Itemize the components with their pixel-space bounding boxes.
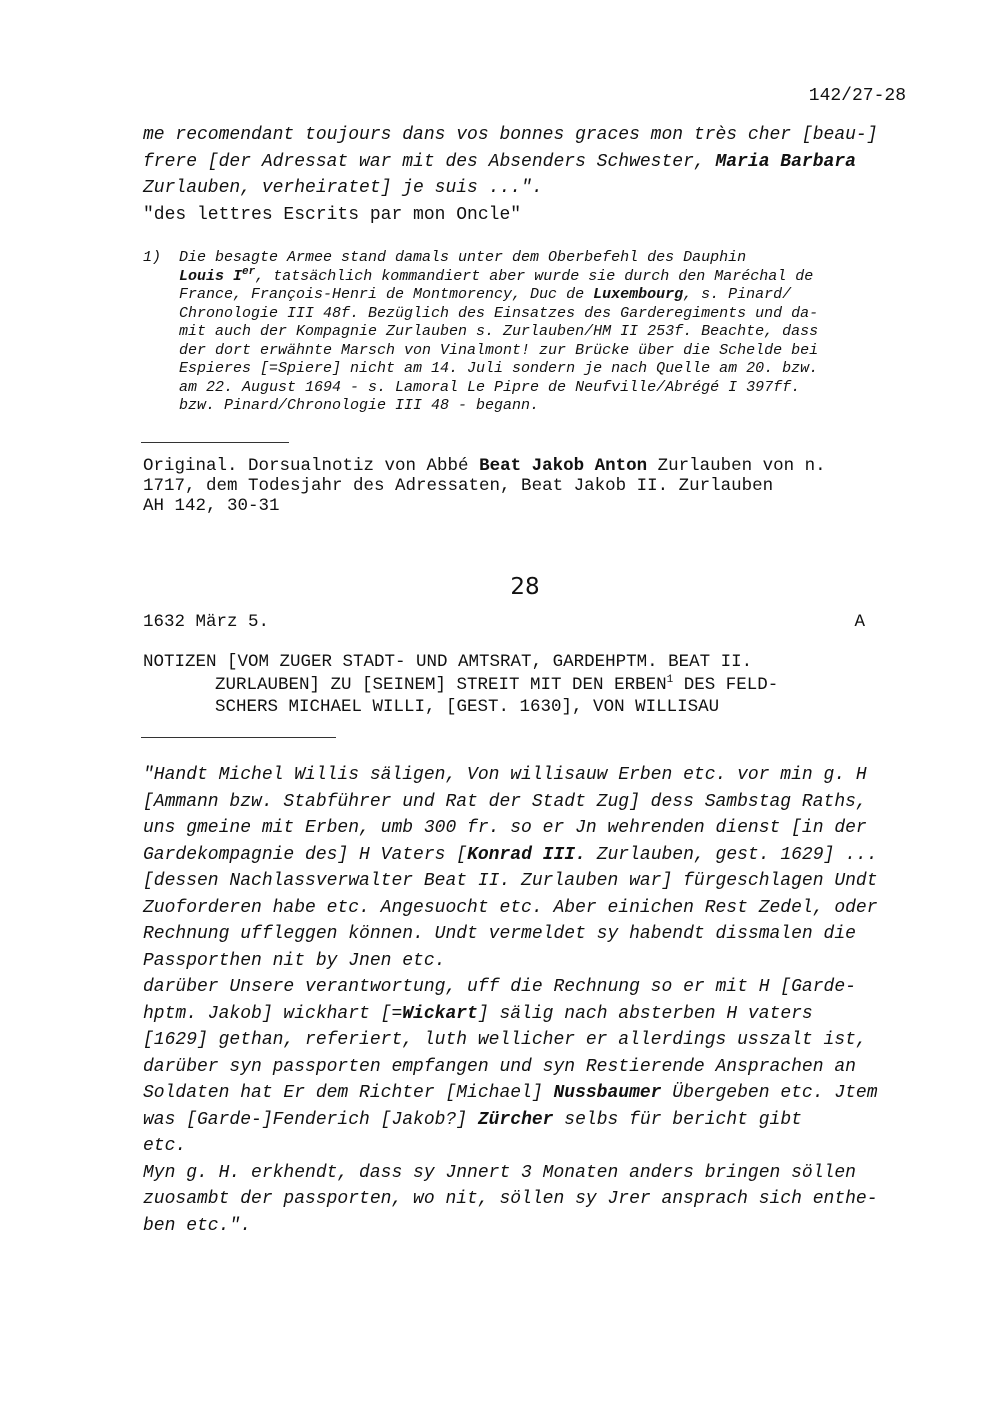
footnote-line: Louis Ier, tatsächlich kommandiert aber wurde sie durch den Maréchal de bbox=[179, 265, 814, 285]
source-line: 1717, dem Todesjahr des Adressaten, Beat Jakob II. Zurlauben bbox=[143, 476, 774, 496]
body-line: "Handt Michel Willis säligen, Von willisauw Erben etc. vor min g. H bbox=[143, 765, 867, 785]
body-line: was [Garde-]Fenderich [Jakob?] Zürcher selbs für bericht gibt bbox=[143, 1109, 802, 1130]
body-line: uns gmeine mit Erben, umb 300 fr. so er Jn wehrenden dienst [in der bbox=[143, 818, 867, 838]
footnote-number: 1) bbox=[143, 249, 162, 266]
footnote-line: France, François-Henri de Montmorency, Duc de Luxembourg, s. Pinard/ bbox=[179, 286, 792, 303]
person-name: Wickart bbox=[402, 1003, 478, 1024]
body-line: darüber syn passporten empfangen und syn Restierende Ansprachen an bbox=[143, 1056, 856, 1077]
footnote-line: bzw. Pinard/Chronologie III 48 - begann. bbox=[179, 397, 540, 414]
body-line: Myn g. H. erkhendt, dass sy Jnnert 3 Monaten anders bringen söllen bbox=[143, 1162, 856, 1183]
person-name: Beat Jakob Anton bbox=[479, 456, 648, 476]
body-line: [dessen Nachlassverwalter Beat II. Zurlauben war] fürgeschlagen Undt bbox=[143, 871, 878, 891]
body-line: Rechnung uffleggen können. Undt vermeldet sy habendt dissmalen die bbox=[143, 924, 856, 944]
body-line: Passporthen nit by Jnen etc. bbox=[143, 950, 446, 971]
document-number: 28 bbox=[510, 574, 540, 600]
heading-line: ZURLAUBEN] ZU [SEINEM] STREIT MIT DEN ERBEN$^1$ DES FELD- bbox=[215, 673, 779, 695]
body-line: Soldaten hat Er dem Richter [Michael] Nussbaumer Übergeben etc. Jtem bbox=[143, 1083, 878, 1103]
footnote-line: Espieres [=Spiere] nicht am 14. Juli sondern je nach Quelle am 20. bzw. bbox=[179, 360, 819, 377]
footnote-line: am 22. August 1694 - s. Lamoral Le Pipre de Neufville/Abrégé I 397ff. bbox=[179, 378, 801, 396]
body-line: hptm. Jakob] wickhart [=Wickart] sälig nach absterben H vaters bbox=[143, 1003, 813, 1024]
body-line: Zuoforderen habe etc. Angesuocht etc. Aber einichen Rest Zedel, oder bbox=[143, 897, 878, 918]
footnote-line: Die besagte Armee stand damals unter dem Oberbefehl des Dauphin bbox=[179, 249, 747, 266]
document-type: A bbox=[854, 612, 865, 632]
person-name: Konrad III. bbox=[467, 844, 586, 865]
person-name: Maria Barbara bbox=[715, 151, 856, 172]
person-name: Louis Ier bbox=[179, 265, 256, 285]
body-line: darüber Unsere verantwortung, uff die Rechnung so er mit H [Garde- bbox=[143, 977, 856, 997]
place-name: Luxembourg bbox=[593, 286, 684, 303]
document-heading bbox=[143, 651, 923, 719]
source-line: Original. Dorsualnotiz von Abbé Beat Jakob Anton Zurlauben von n. bbox=[143, 456, 826, 476]
archive-reference: AH 142, 30-31 bbox=[143, 496, 280, 516]
text-line: frere [der Adressat war mit des Absenders Schwester, Maria Barbara bbox=[143, 151, 856, 172]
page-reference: 142/27-28 bbox=[808, 86, 906, 106]
separator-rule bbox=[141, 737, 336, 738]
document-date: 1632 März 5. bbox=[143, 612, 270, 632]
body-line: Gardekompagnie des] H Vaters [Konrad III. Zurlauben, gest. 1629] ... bbox=[143, 844, 878, 865]
person-name: Nussbaumer bbox=[553, 1083, 662, 1103]
source-note bbox=[143, 456, 943, 516]
letter-continuation bbox=[143, 122, 913, 228]
text-line: me recomendant toujours dans vos bonnes graces mon très cher [beau-] bbox=[143, 125, 878, 145]
person-name: Zürcher bbox=[477, 1109, 554, 1130]
footnote-line: mit auch der Kompagnie Zurlauben s. Zurlauben/HM II 253f. Beachte, dass bbox=[179, 323, 819, 340]
body-line: [1629] gethan, referiert, luth wellicher er allerdings usszalt ist, bbox=[143, 1030, 867, 1050]
separator-rule bbox=[141, 442, 289, 443]
date-line bbox=[143, 612, 865, 632]
document-body bbox=[143, 762, 923, 1239]
body-line: etc. bbox=[143, 1136, 187, 1156]
footnote-line: Chronologie III 48f. Bezüglich des Einsatzes des Garderegiments und da- bbox=[179, 304, 819, 322]
footnote-line: der dort erwähnte Marsch von Vinalmont! zur Brücke über die Schelde bei bbox=[179, 341, 819, 359]
body-line: ben etc.". bbox=[143, 1215, 252, 1236]
dorsal-quote: "des lettres Escrits par mon Oncle" bbox=[143, 204, 522, 225]
heading-line: SCHERS MICHAEL WILLI, [GEST. 1630], VON WILLISAU bbox=[215, 697, 720, 717]
body-line: [Ammann bzw. Stabführer und Rat der Stadt Zug] dess Sambstag Raths, bbox=[143, 791, 867, 812]
footnote bbox=[143, 249, 913, 416]
body-line: zuosambt der passporten, wo nit, söllen sy Jrer ansprach sich enthe- bbox=[143, 1189, 878, 1209]
text-line: Zurlauben, verheiratet] je suis ...". bbox=[143, 178, 543, 198]
heading-line: NOTIZEN [VOM ZUGER STADT- UND AMTSRAT, GARDEHPTM. BEAT II. bbox=[143, 652, 753, 672]
footnote-marker: 1 bbox=[666, 673, 674, 686]
